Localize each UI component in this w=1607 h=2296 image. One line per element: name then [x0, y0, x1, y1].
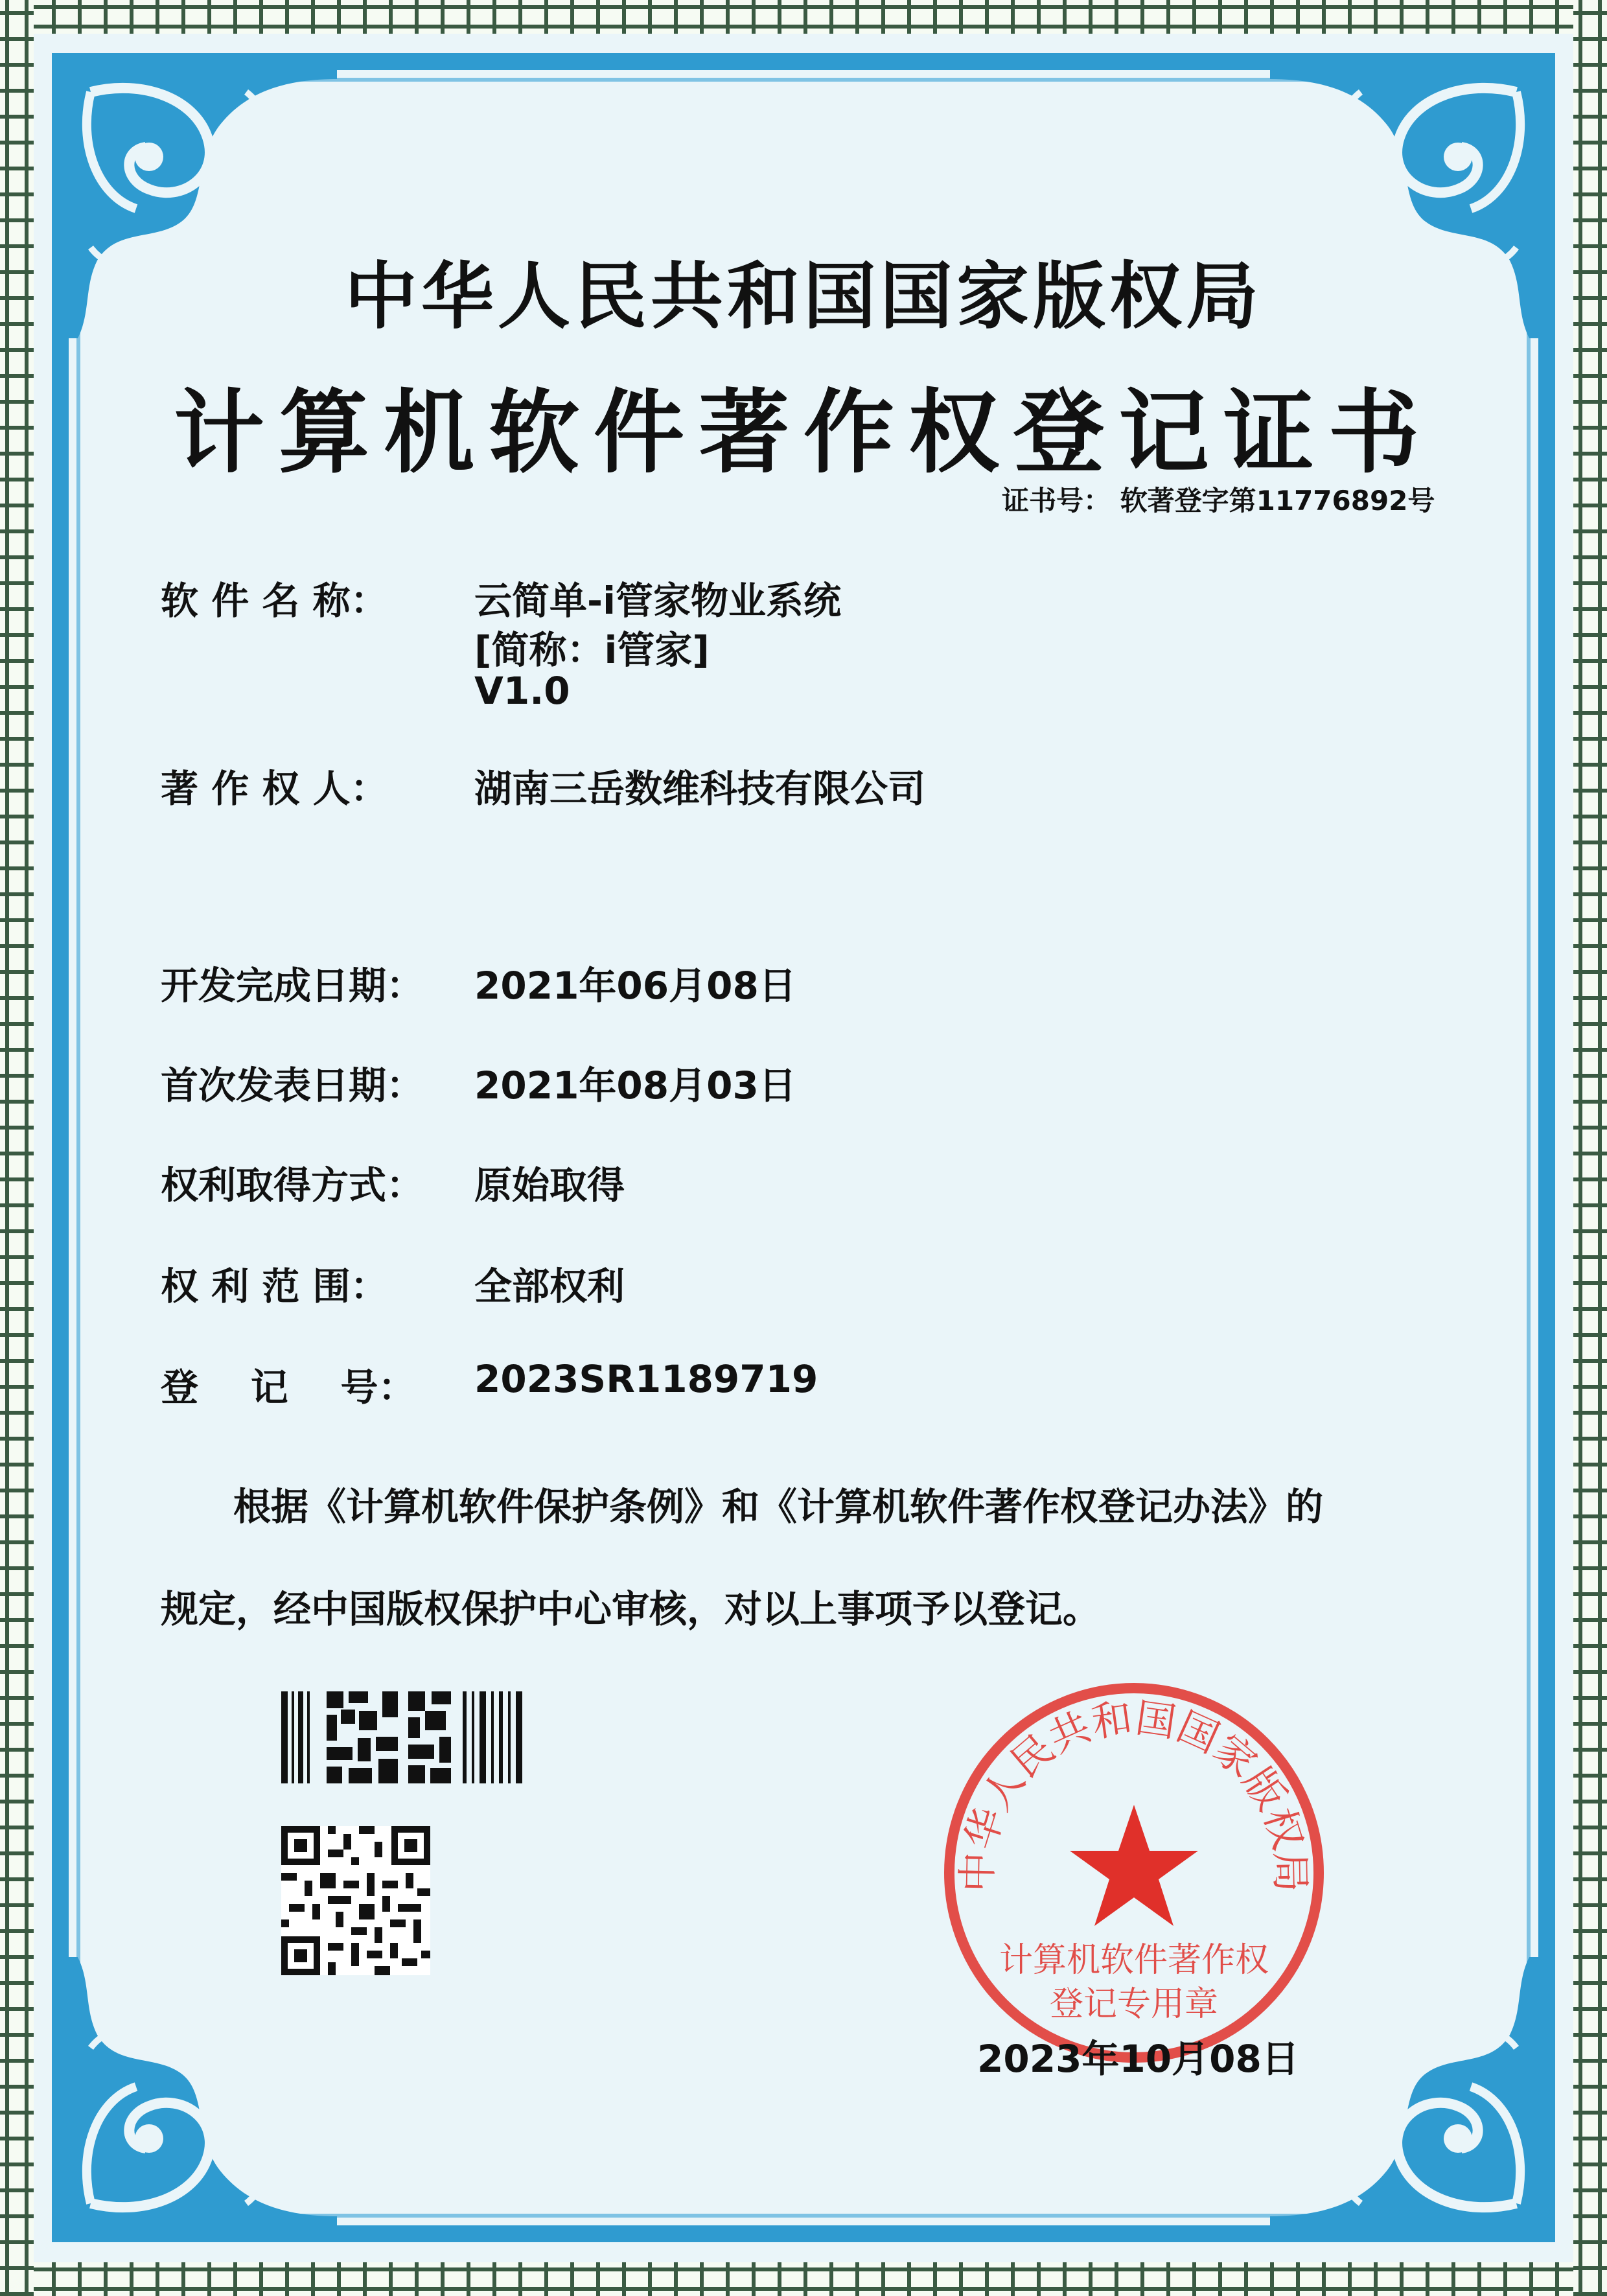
statement-line2: 规定，经中国版权保护中心审核，对以上事项予以登记。: [161, 1587, 1101, 1631]
reg-no-label: 登 记 号：: [161, 1365, 416, 1409]
software-name-line1: 云简单-i管家物业系统: [474, 579, 841, 623]
certificate-number: 证书号： 软著登字第11776892号: [1002, 485, 1435, 516]
greek-key-border-bottom: [0, 2262, 1607, 2296]
software-name-line2: [简称：i管家]: [474, 628, 710, 672]
registration-number: 2023SR1189719: [474, 1357, 818, 1401]
dev-complete-date: 2021年06月08日: [474, 964, 796, 1008]
greek-key-border-top: [0, 0, 1607, 34]
seal-inner-line1: 计算机软件著作权: [999, 1941, 1269, 1980]
acquisition-method: 原始取得: [474, 1163, 625, 1207]
corner-ornament-icon: [52, 1957, 337, 2242]
statement-line1: 根据《计算机软件保护条例》和《计算机软件著作权登记办法》的: [233, 1485, 1324, 1529]
issue-date: 2023年10月08日: [977, 2037, 1299, 2081]
greek-key-border-right: [1573, 0, 1607, 2296]
barcode-icon: [281, 1691, 525, 1783]
software-name-label: 软 件 名 称：: [161, 579, 388, 623]
acquisition-label: 权利取得方式：: [161, 1163, 424, 1207]
issuing-authority: 中华人民共和国国家版权局: [345, 255, 1262, 339]
software-version: V1.0: [474, 669, 570, 713]
qr-code-icon: [281, 1826, 430, 1975]
seal-inner-line2: 登记专用章: [1049, 1985, 1219, 2024]
copyright-holder: 湖南三岳数维科技有限公司: [474, 767, 926, 811]
scope-label: 权 利 范 围：: [161, 1264, 388, 1308]
copyright-holder-label: 著 作 权 人：: [161, 767, 388, 811]
seal-ring-text: 中华人民共和国国家版权局: [953, 1693, 1315, 1893]
rights-scope: 全部权利: [474, 1264, 625, 1308]
first-publish-date: 2021年08月03日: [474, 1063, 796, 1107]
greek-key-border-left: [0, 0, 34, 2296]
official-seal-icon: [933, 1672, 1335, 2074]
first-publish-label: 首次发表日期：: [161, 1063, 424, 1107]
certificate-title: 计算机软件著作权登记证书: [173, 380, 1433, 486]
dev-complete-label: 开发完成日期：: [161, 964, 424, 1008]
